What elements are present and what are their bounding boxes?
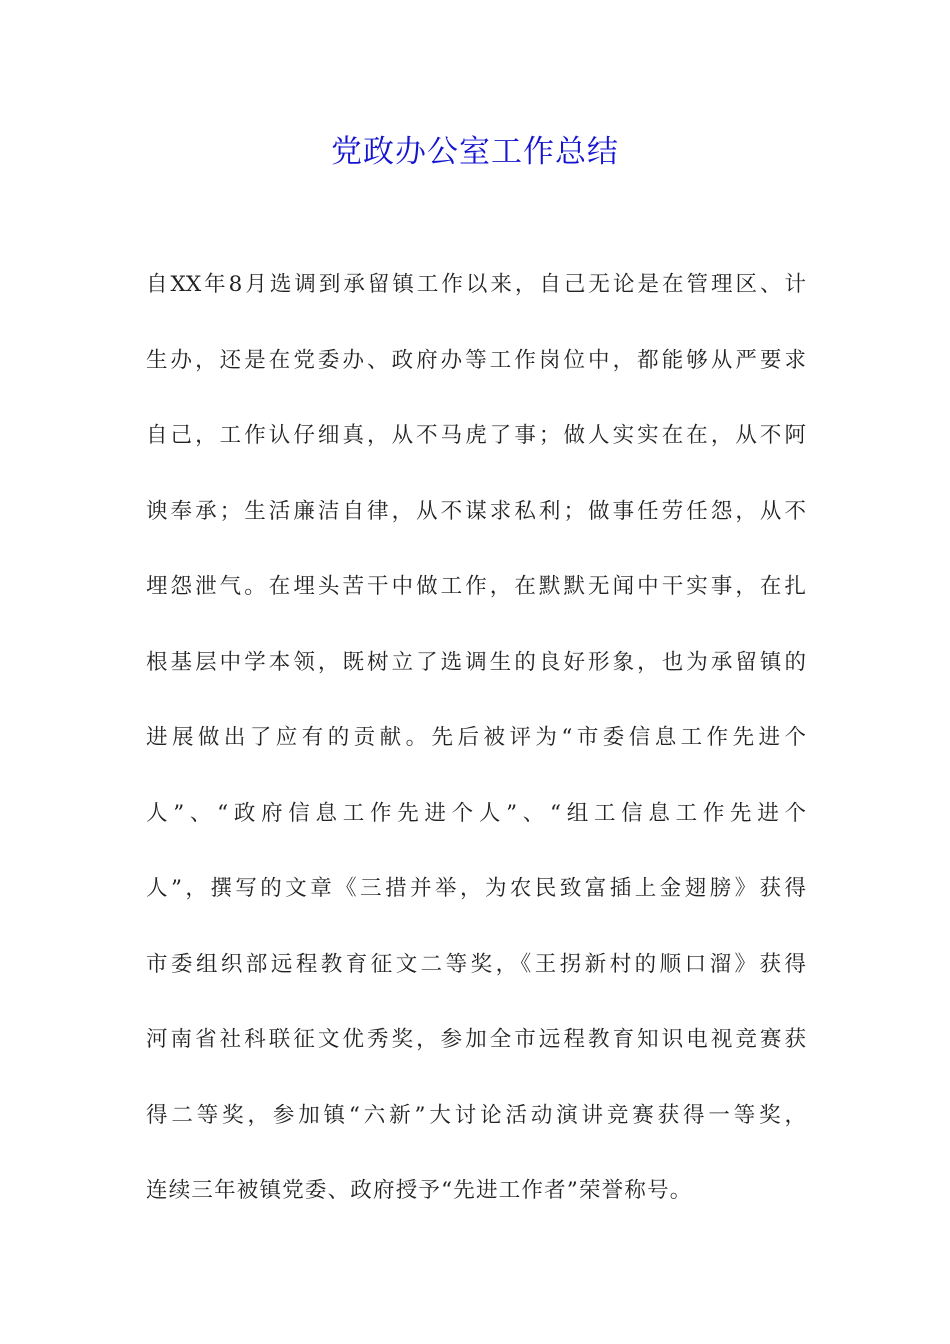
paragraph-line: 连续三年被镇党委、政府授予“先进工作者”荣誉称号。 — [146, 1178, 693, 1203]
paragraph-line: 谀奉承；生活廉洁自律，从不谋求私利；做事任劳任怨，从不 — [146, 498, 806, 524]
paragraph-line: 得二等奖，参加镇“六新”大讨论活动演讲竞赛获得一等奖， — [146, 1102, 806, 1128]
document-title: 党政办公室工作总结 — [331, 134, 619, 170]
paragraph-line: 市委组织部远程教育征文二等奖，《王拐新村的顺口溜》获得 — [146, 951, 806, 977]
document-body — [146, 263, 806, 1245]
paragraph-line: 埋怨泄气。在埋头苦干中做工作，在默默无闻中干实事，在扎 — [146, 574, 806, 599]
paragraph-line: 自己，工作认仔细真，从不马虎了事；做人实实在在，从不阿 — [146, 423, 806, 448]
paragraph-line: 自XX年8月选调到承留镇工作以来，自己无论是在管理区、计 — [146, 272, 806, 297]
paragraph-line: 进展做出了应有的贡献。先后被评为“市委信息工作先进个 — [146, 725, 806, 750]
paragraph-line: 生办，还是在党委办、政府办等工作岗位中，都能够从严要求 — [146, 347, 806, 373]
paragraph-line: 人”、“政府信息工作先进个人”、“组工信息工作先进个 — [146, 800, 806, 826]
paragraph-line: 河南省社科联征文优秀奖，参加全市远程教育知识电视竞赛获 — [146, 1027, 806, 1052]
paragraph-line: 根基层中学本领，既树立了选调生的良好形象，也为承留镇的 — [146, 649, 806, 675]
paragraph-line: 人”，撰写的文章《三措并举，为农民致富插上金翅膀》获得 — [146, 876, 806, 901]
